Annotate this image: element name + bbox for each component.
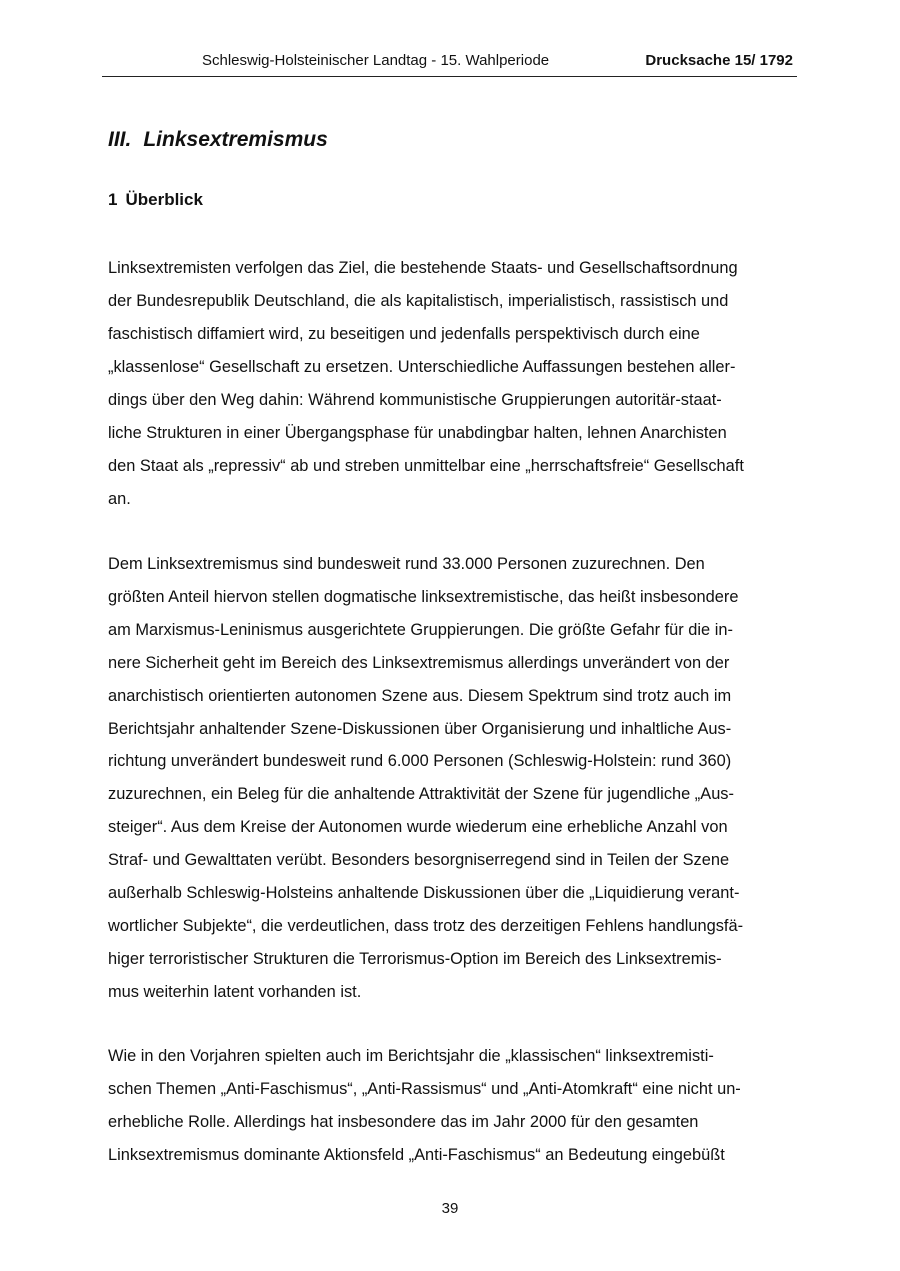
text-line: nere Sicherheit geht im Bereich des Linksextremismus allerdings unverändert von der	[108, 654, 730, 672]
text-line: Dem Linksextremismus sind bundesweit rund 33.000 Personen zuzurechnen. Den	[108, 555, 705, 573]
text-line: anarchistisch orientierten autonomen Szene aus. Diesem Spektrum sind trotz auch im	[108, 687, 732, 705]
text-line: der Bundesrepublik Deutschland, die als kapitalistisch, imperialistisch, rassistisch und	[108, 292, 729, 310]
text-line: den Staat als „repressiv“ ab und streben unmittelbar eine „herrschaftsfreie“ Gesellschaft	[108, 457, 744, 475]
text-line: erhebliche Rolle. Allerdings hat insbesondere das im Jahr 2000 für den gesamten	[108, 1113, 699, 1131]
header-document-number: Drucksache 15/ 1792	[645, 52, 793, 69]
section-heading	[108, 190, 203, 210]
page-number: 39	[441, 1200, 459, 1217]
text-line: Straf- und Gewalttaten verübt. Besonders besorgniserregend sind in Teilen der Szene	[108, 851, 730, 869]
section-title: Überblick	[125, 190, 203, 209]
text-line: steiger“. Aus dem Kreise der Autonomen wurde wiederum eine erhebliche Anzahl von	[108, 818, 728, 836]
text-line: Linksextremisten verfolgen das Ziel, die bestehende Staats- und Gesellschaftsordnung	[108, 259, 738, 277]
chapter-number: III.	[108, 128, 132, 151]
text-line: außerhalb Schleswig-Holsteins anhaltende Diskussionen über die „Liquidierung verant-	[108, 884, 740, 902]
header-parliament-title: Schleswig-Holsteinischer Landtag - 15. Wahlperiode	[202, 52, 550, 69]
text-line: zuzurechnen, ein Beleg für die anhaltende Attraktivität der Szene für jugendliche „Aus-	[108, 785, 734, 803]
text-line: größten Anteil hiervon stellen dogmatische linksextremistische, das heißt insbesondere	[108, 588, 739, 606]
chapter-heading	[108, 128, 328, 152]
text-line: higer terroristischer Strukturen die Terrorismus-Option im Bereich des Linksextremis-	[108, 950, 722, 968]
text-line: am Marxismus-Leninismus ausgerichtete Gruppierungen. Die größte Gefahr für die in-	[108, 621, 733, 639]
text-line: Linksextremismus dominante Aktionsfeld „Anti-Faschismus“ an Bedeutung eingebüßt	[108, 1146, 725, 1164]
text-line: an.	[108, 490, 131, 508]
page-header	[102, 52, 797, 77]
text-line: schen Themen „Anti-Faschismus“, „Anti-Rassismus“ und „Anti-Atomkraft“ eine nicht un-	[108, 1080, 741, 1098]
section-number: 1	[108, 190, 118, 209]
text-line: Berichtsjahr anhaltender Szene-Diskussionen über Organisierung und inhaltliche Aus-	[108, 720, 732, 738]
text-line: wortlicher Subjekte“, die verdeutlichen, dass trotz des derzeitigen Fehlens handlungsfä-	[108, 917, 744, 935]
text-line: „klassenlose“ Gesellschaft zu ersetzen. Unterschiedliche Auffassungen bestehen aller-	[108, 358, 736, 376]
text-line: dings über den Weg dahin: Während kommunistische Gruppierungen autoritär-staat-	[108, 391, 722, 409]
text-line: faschistisch diffamiert wird, zu beseitigen und jedenfalls perspektivisch durch eine	[108, 325, 700, 343]
text-line: liche Strukturen in einer Übergangsphase für unabdingbar halten, lehnen Anarchisten	[108, 424, 727, 442]
text-line: mus weiterhin latent vorhanden ist.	[108, 983, 362, 1001]
text-line: richtung unverändert bundesweit rund 6.000 Personen (Schleswig-Holstein: rund 360)	[108, 752, 732, 770]
chapter-title: Linksextremismus	[143, 128, 328, 151]
text-line: Wie in den Vorjahren spielten auch im Berichtsjahr die „klassischen“ linksextremisti-	[108, 1047, 714, 1065]
